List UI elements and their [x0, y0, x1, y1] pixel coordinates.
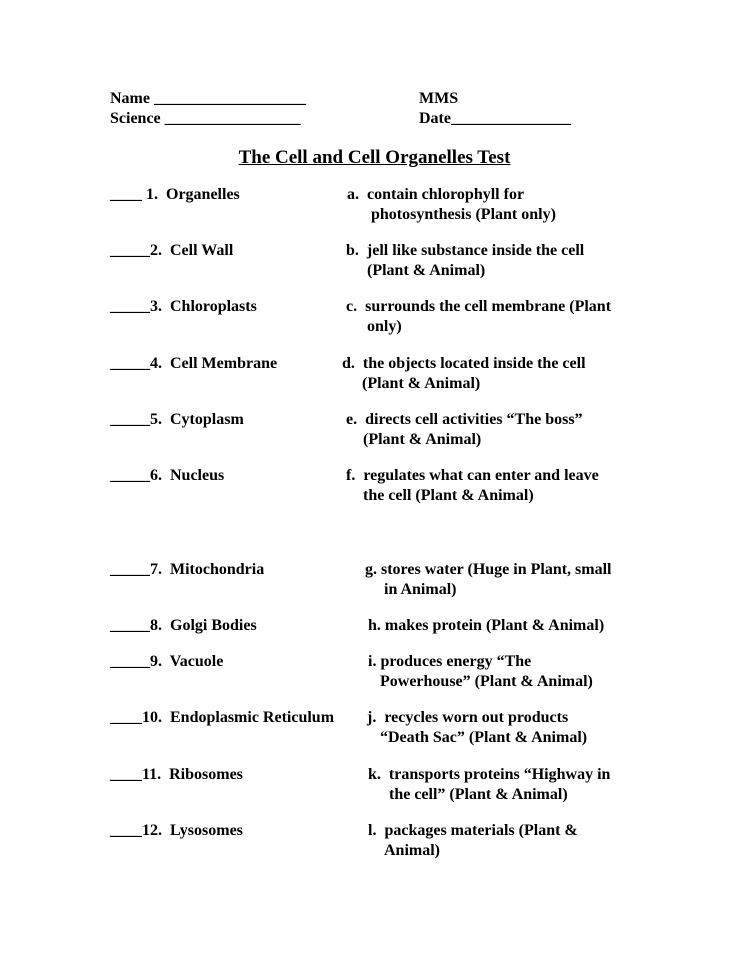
- date-field[interactable]: Date_______________: [419, 110, 571, 127]
- answer-definition: k. transports proteins “Highway in the cell” (Plant & Animal): [368, 766, 611, 803]
- page-title: The Cell and Cell Organelles Test: [238, 147, 511, 168]
- answer-definition: j. recycles worn out products “Death Sac” (Plant & Animal): [367, 709, 588, 746]
- question-term[interactable]: _____3. Chloroplasts: [110, 298, 257, 315]
- name-field[interactable]: Name ___________________: [110, 90, 306, 107]
- question-term[interactable]: _____9. Vacuole: [110, 653, 224, 670]
- answer-definition: d. the objects located inside the cell (Plant & Animal): [342, 355, 586, 392]
- question-term[interactable]: _____4. Cell Membrane: [110, 355, 278, 372]
- question-term[interactable]: _____5. Cytoplasm: [110, 411, 244, 428]
- question-term[interactable]: _____7. Mitochondria: [110, 561, 265, 578]
- question-term[interactable]: _____8. Golgi Bodies: [110, 617, 257, 634]
- school-label: MMS: [419, 90, 459, 107]
- answer-definition: i. produces energy “The Powerhouse” (Plant & Animal): [368, 653, 593, 690]
- question-term[interactable]: _____2. Cell Wall: [110, 242, 234, 259]
- question-term[interactable]: ____11. Ribosomes: [110, 766, 243, 783]
- question-term[interactable]: ____ 1. Organelles: [110, 186, 240, 203]
- answer-definition: b. jell like substance inside the cell (Plant & Animal): [346, 242, 585, 279]
- answer-definition: g. stores water (Huge in Plant, small in Animal): [365, 561, 612, 598]
- answer-definition: c. surrounds the cell membrane (Plant only): [346, 298, 612, 335]
- answer-definition: l. packages materials (Plant & Animal): [368, 822, 578, 859]
- science-field[interactable]: Science _________________: [110, 110, 301, 127]
- answer-definition: f. regulates what can enter and leave the cell (Plant & Animal): [346, 467, 599, 504]
- question-term[interactable]: ____10. Endoplasmic Reticulum: [110, 709, 335, 726]
- answer-definition: a. contain chlorophyll for photosynthesis (Plant only): [347, 186, 556, 223]
- answer-definition: h. makes protein (Plant & Animal): [368, 617, 605, 634]
- question-term[interactable]: _____6. Nucleus: [110, 467, 225, 484]
- answer-definition: e. directs cell activities “The boss” (Plant & Animal): [346, 411, 583, 448]
- question-term[interactable]: ____12. Lysosomes: [110, 822, 243, 839]
